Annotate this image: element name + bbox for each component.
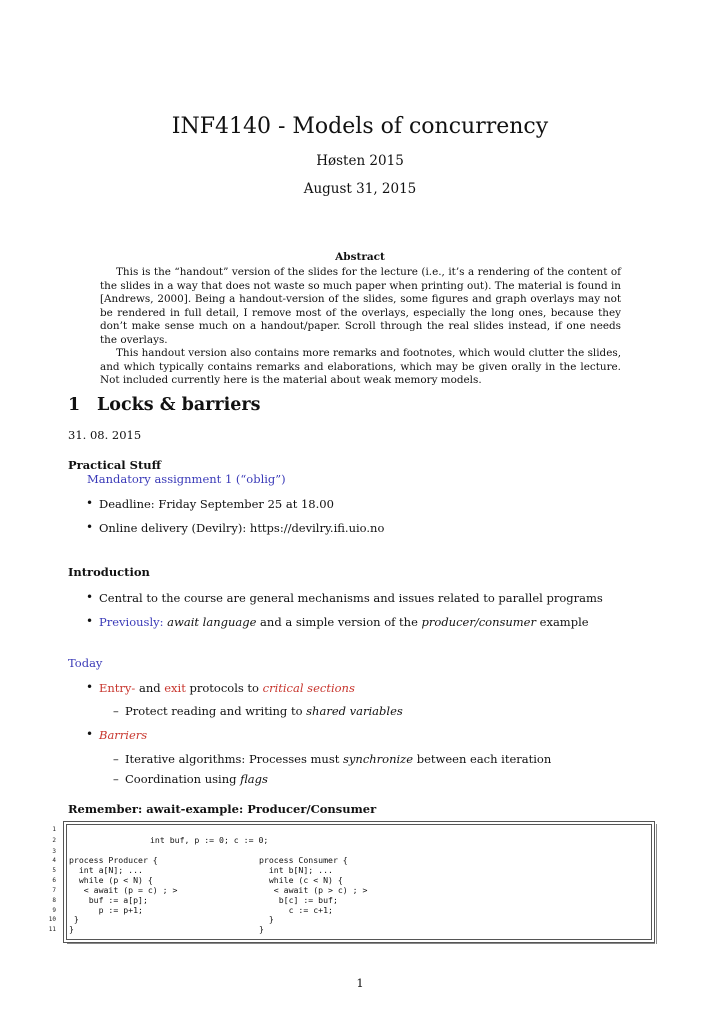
synchronize-term: synchronize — [343, 752, 414, 766]
dash-icon: – — [113, 772, 119, 786]
code-line-consumer: while (c < N) { — [259, 875, 343, 885]
code-line-producer: } — [69, 914, 79, 924]
practical-heading: Practical Stuff — [68, 458, 162, 472]
list-item — [86, 680, 355, 695]
critical-sections-term: critical sections — [262, 681, 355, 695]
line-number: 3 — [52, 848, 56, 855]
list-item-text: protocols to — [185, 681, 263, 695]
code-line-producer: buf := a[p]; — [69, 895, 148, 905]
code-line-consumer: c := c+1; — [259, 905, 333, 915]
list-item-text: and — [135, 681, 165, 695]
sub-list-item — [113, 772, 268, 786]
paper-author: Høsten 2015 — [316, 153, 404, 169]
line-number: 11 — [48, 926, 56, 933]
code-line-producer: int a[N]; ... — [69, 865, 143, 875]
page-number: 1 — [356, 976, 364, 990]
entry-term: Entry- — [99, 681, 136, 695]
list-item-text: and a simple version of the — [256, 615, 422, 629]
line-number: 8 — [52, 897, 56, 904]
abstract-paragraph-2: This handout version also contains more remarks and footnotes, which would clutter the slides, and which typically contains remarks and elaborations, which may be given orally in the lecture. Not included currently here is the material about weak memory models. — [100, 347, 621, 386]
code-line-producer: while (p < N) { — [69, 875, 153, 885]
producer-consumer-term: producer/consumer — [421, 615, 536, 629]
code-line-consumer: < await (p > c) ; > — [259, 885, 368, 895]
bullet-icon: • — [86, 590, 94, 604]
list-item-text: Deadline: Friday September 25 at 18.00 — [99, 497, 334, 511]
list-item-text: Protect reading and writing to — [125, 704, 307, 718]
bullet-icon: • — [86, 520, 94, 534]
line-number: 10 — [48, 916, 56, 923]
introduction-heading: Introduction — [68, 565, 150, 579]
line-number: 6 — [52, 877, 56, 884]
list-item — [86, 590, 603, 605]
paper-title: INF4140 - Models of concurrency — [171, 114, 549, 139]
today-heading: Today — [68, 656, 103, 670]
sub-list-item — [113, 704, 403, 718]
shared-variables-term: shared variables — [306, 704, 403, 718]
list-item-text: Central to the course are general mechanisms and issues related to parallel programs — [99, 591, 603, 605]
barriers-term: Barriers — [99, 728, 148, 742]
code-line-producer: p := p+1; — [69, 905, 143, 915]
frame-shadow-right — [656, 824, 657, 944]
remember-heading: Remember: await-example: Producer/Consumer — [68, 802, 377, 816]
assignment-link[interactable]: Mandatory assignment 1 (“oblig”) — [87, 472, 286, 486]
code-line-shared-decl: int buf, p := 0; c := 0; — [150, 835, 269, 845]
list-item — [86, 496, 334, 511]
list-item-text: example — [536, 615, 589, 629]
list-item-text: between each iteration — [413, 752, 552, 766]
line-number: 7 — [52, 887, 56, 894]
code-line-consumer: b[c] := buf; — [259, 895, 338, 905]
code-line-consumer: } — [259, 914, 274, 924]
section-number: 1 — [68, 395, 81, 415]
code-line-consumer: } — [259, 924, 264, 934]
code-line-consumer: int b[N]; ... — [259, 865, 333, 875]
exit-term: exit — [164, 681, 186, 695]
section-title: Locks & barriers — [97, 395, 261, 415]
list-item-text: Coordination using — [125, 772, 241, 786]
previously-label: Previously: — [99, 615, 164, 629]
abstract-paragraph-1: This is the “handout” version of the slides for the lecture (i.e., it’s a rendering of the content of the slides in a way that does not waste so much paper when printing out). The material is found in [Andrews, 2000]. Being a handout-version of the slides, some figures and graph overlays may not be rendered in full detail, I remove most of the overlays, especially the long ones, because they don’t make sense much on a handout/paper. Scroll through the real slides instead, if one needs the overlays. — [100, 266, 621, 346]
line-number: 2 — [52, 837, 56, 844]
list-item-text: Iterative algorithms: Processes must — [125, 752, 344, 766]
list-item — [86, 520, 385, 535]
list-item — [86, 614, 589, 629]
flags-term: flags — [240, 772, 268, 786]
list-item — [86, 727, 148, 742]
abstract-heading: Abstract — [335, 251, 385, 263]
bullet-icon: • — [86, 680, 94, 694]
line-number: 9 — [52, 907, 56, 914]
frame-shadow-bottom — [67, 943, 655, 944]
section-heading — [68, 395, 260, 415]
code-line-producer: process Producer { — [69, 855, 158, 865]
line-number: 4 — [52, 857, 56, 864]
lecture-date: 31. 08. 2015 — [68, 428, 142, 442]
line-number: 1 — [52, 826, 56, 833]
dash-icon: – — [113, 704, 119, 718]
line-number: 5 — [52, 867, 56, 874]
sub-list-item — [113, 752, 552, 766]
dash-icon: – — [113, 752, 119, 766]
paper-date: August 31, 2015 — [303, 181, 417, 197]
bullet-icon: • — [86, 727, 94, 741]
code-line-consumer: process Consumer { — [259, 855, 348, 865]
list-item-text: Online delivery (Devilry): https://devilry.ifi.uio.no — [99, 521, 385, 535]
await-language-term: await language — [167, 615, 257, 629]
code-line-producer: < await (p = c) ; > — [69, 885, 178, 895]
abstract-body — [100, 266, 621, 388]
bullet-icon: • — [86, 496, 94, 510]
bullet-icon: • — [86, 614, 94, 628]
code-line-producer: } — [69, 924, 74, 934]
